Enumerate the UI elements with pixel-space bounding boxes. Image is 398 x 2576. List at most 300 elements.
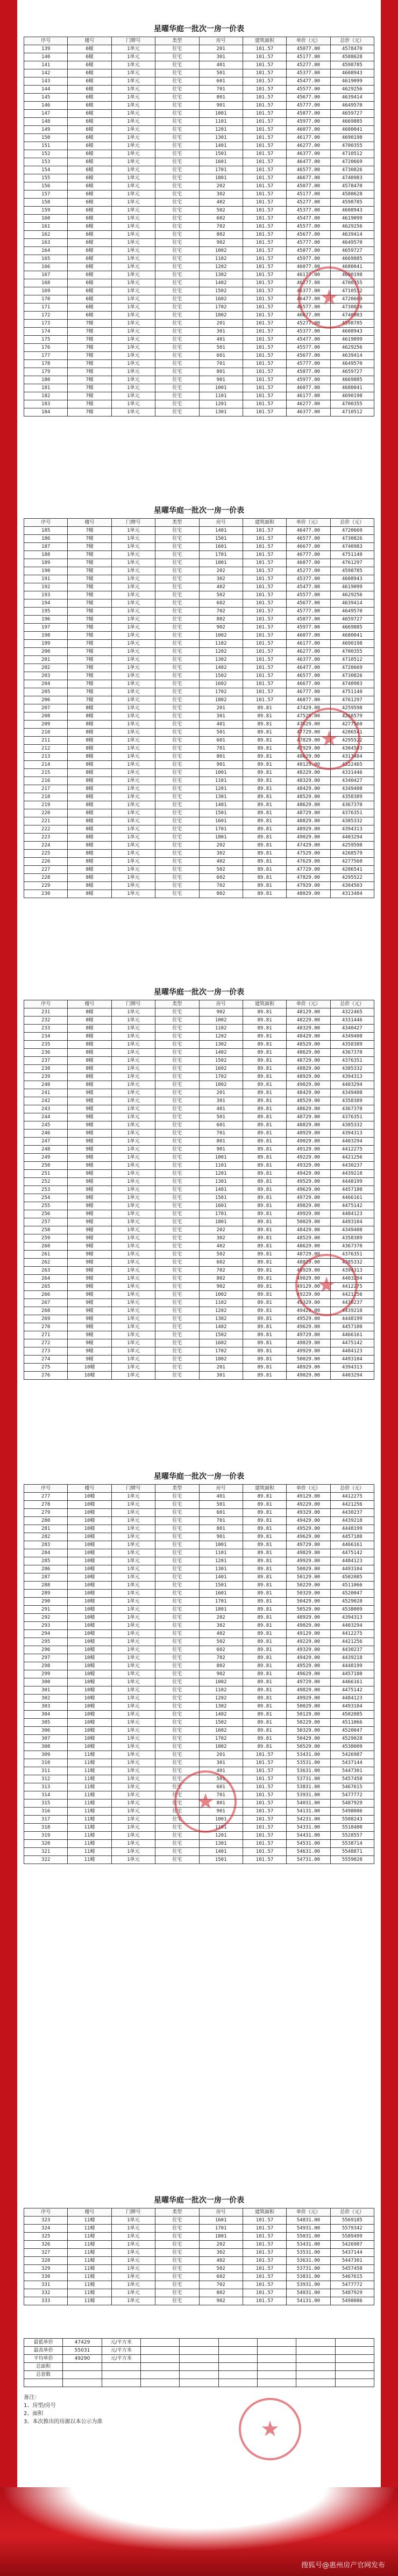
table-cell: 49329.00 [287,1509,330,1517]
table-cell: 89.81 [243,1275,286,1283]
table-cell: 101.57 [243,150,286,158]
table-row [24,624,374,632]
table-cell: 住宅 [155,247,199,255]
table-cell: 4520047 [330,1727,374,1735]
table-cell: 1501 [199,1856,243,1864]
column-header: 序号 [24,1000,68,1008]
table-cell: 89.81 [243,1251,286,1259]
summary-cell [180,2347,218,2355]
table-cell: 201 [199,1364,243,1372]
table-cell: 501 [199,1113,243,1121]
table-cell: 248 [24,1146,68,1154]
table-cell: 101.57 [243,535,286,543]
table-cell: 297 [24,1654,68,1662]
table-cell: 4439218 [330,1170,374,1178]
table-cell: 48829.00 [287,1259,330,1267]
table-cell: 101.57 [243,1856,286,1864]
table-cell: 4608943 [330,575,374,583]
table-cell: 45077.00 [287,45,330,53]
table-cell: 1001 [199,1541,243,1549]
table-cell: 1单元 [111,279,155,287]
table-cell: 11幢 [68,2289,111,2297]
table-cell: 701 [199,360,243,368]
table-cell: 1单元 [111,400,155,408]
table-cell: 198 [24,632,68,640]
table-cell: 4322465 [330,761,374,769]
table-cell: 261 [24,1251,68,1259]
table-cell: 住宅 [155,567,199,575]
table-cell: 89.81 [243,704,286,712]
summary-cell [180,2371,218,2379]
table-cell: 9幢 [68,1218,111,1226]
table-cell: 1单元 [111,69,155,77]
table-cell: 1单元 [111,94,155,102]
table-cell: 住宅 [155,1299,199,1307]
table-cell: 1单元 [111,737,155,745]
table-cell: 54931.00 [287,2225,330,2233]
table-cell: 902 [199,624,243,632]
table-cell: 1801 [199,1606,243,1614]
curtain-shape [0,2487,398,2552]
table-cell: 1单元 [111,1146,155,1154]
table-cell: 89.81 [243,737,286,745]
table-cell: 54231.00 [287,1816,330,1824]
table-row [24,809,374,817]
table-cell: 401 [199,1105,243,1113]
table-cell: 住宅 [155,729,199,737]
table-cell: 181 [24,384,68,392]
column-header: 楼号 [68,1000,111,1008]
table-cell: 住宅 [155,761,199,769]
summary-cell [296,2371,335,2379]
table-cell: 263 [24,1267,68,1275]
table-cell: 8幢 [68,1025,111,1033]
table-cell: 89.81 [243,1678,286,1686]
table-row [24,231,374,239]
table-cell: 6幢 [68,102,111,110]
column-header: 建筑面积 [243,1485,286,1493]
table-cell: 4588628 [330,53,374,61]
table-cell: 902 [199,239,243,247]
table-cell: 208 [24,712,68,721]
company-seal-stamp [174,1770,237,1833]
table-cell: 6幢 [68,190,111,199]
table-row [24,1614,374,1622]
table-cell: 1802 [199,1743,243,1751]
table-row [24,215,374,223]
table-cell: 299 [24,1670,68,1678]
table-cell: 89.81 [243,866,286,874]
column-header: 门牌号 [111,1000,155,1008]
table-cell: 45977.00 [287,255,330,263]
table-cell: 301 [199,1097,243,1105]
table-cell: 1单元 [111,1791,155,1799]
seal-star-icon: ★ [260,2417,280,2441]
table-row [24,61,374,69]
table-cell: 7幢 [68,616,111,624]
table-cell: 住宅 [155,769,199,777]
table-cell: 147 [24,110,68,118]
table-cell: 9幢 [68,1267,111,1275]
table-cell: 101.57 [243,543,286,551]
table-cell: 251 [24,1170,68,1178]
table-cell: 住宅 [155,1017,199,1025]
table-cell: 1401 [199,527,243,535]
table-cell: 4394313 [330,1130,374,1138]
table-cell: 101.57 [243,2281,286,2289]
table-cell: 89.81 [243,1121,286,1130]
table-cell: 216 [24,777,68,785]
table-cell: 302 [199,850,243,858]
table-cell: 住宅 [155,1622,199,1630]
table-cell: 住宅 [155,1630,199,1638]
table-cell: 7幢 [68,664,111,672]
table-cell: 4457180 [330,1323,374,1331]
table-cell: 46477.00 [287,664,330,672]
summary-cell [296,2347,335,2355]
table-cell: 1单元 [111,882,155,890]
table-cell: 住宅 [155,1364,199,1372]
table-cell: 9幢 [68,1146,111,1154]
table-cell: 1单元 [111,61,155,69]
table-cell: 1单元 [111,190,155,199]
table-cell: 11幢 [68,1791,111,1799]
table-cell: 9幢 [68,1275,111,1283]
table-cell: 9幢 [68,1226,111,1234]
table-cell: 602 [199,1646,243,1654]
table-cell: 46677.00 [287,543,330,551]
table-cell: 502 [199,2265,243,2273]
table-cell: 50229.00 [287,1582,330,1590]
table-cell: 101.57 [243,360,286,368]
table-cell: 101.57 [243,142,286,150]
table-cell: 4751140 [330,551,374,559]
table-cell: 289 [24,1590,68,1598]
table-cell: 1单元 [111,1089,155,1097]
table-cell: 45177.00 [287,190,330,199]
table-cell: 4412275 [330,1493,374,1501]
table-cell: 住宅 [155,753,199,761]
table-cell: 4598785 [330,61,374,69]
company-seal-stamp [298,708,360,770]
table-cell: 54031.00 [287,2289,330,2297]
table-cell: 7幢 [68,632,111,640]
table-cell: 8幢 [68,882,111,890]
table-cell: 45277.00 [287,199,330,207]
table-cell: 11幢 [68,2249,111,2257]
table-cell: 1单元 [111,583,155,591]
table-cell: 266 [24,1291,68,1299]
table-cell: 住宅 [155,1089,199,1097]
table-cell: 101.57 [243,126,286,134]
table-row [24,834,374,842]
table-row [24,328,374,336]
table-cell: 101.57 [243,158,286,166]
watermark-text: 搜狐号@惠州房产官网发布 [301,2561,385,2570]
table-cell: 住宅 [155,1275,199,1283]
table-cell: 48429.00 [287,1033,330,1041]
table-cell: 53731.00 [287,2265,330,2273]
table-row [24,134,374,142]
table-cell: 1单元 [111,1113,155,1121]
table-cell: 1402 [199,1323,243,1331]
table-cell: 1单元 [111,1234,155,1243]
table-cell: 7幢 [68,688,111,696]
table-cell: 8幢 [68,817,111,825]
table-cell: 101.57 [243,1759,286,1767]
table-cell: 49829.00 [287,1339,330,1347]
table-cell: 1单元 [111,45,155,53]
table-cell: 101.57 [243,207,286,215]
table-cell: 212 [24,745,68,753]
table-cell: 328 [24,2257,68,2265]
table-cell: 住宅 [155,328,199,336]
table-cell: 住宅 [155,1509,199,1517]
table-cell: 1单元 [111,1606,155,1614]
table-cell: 101.57 [243,344,286,352]
table-cell: 8幢 [68,834,111,842]
column-header: 总价（元） [330,2208,374,2217]
table-cell: 9幢 [68,1339,111,1347]
table-cell: 11幢 [68,1832,111,1840]
table-cell: 1单元 [111,53,155,61]
table-cell: 54131.00 [287,2297,330,2305]
table-row [24,1138,374,1146]
table-cell: 1单元 [111,215,155,223]
table-cell: 49129.00 [287,1283,330,1291]
table-cell: 住宅 [155,1057,199,1065]
table-cell: 住宅 [155,1331,199,1339]
table-cell: 1202 [199,263,243,271]
table-cell: 1单元 [111,688,155,696]
table-cell: 49529.00 [287,1662,330,1670]
table-cell: 45677.00 [287,352,330,360]
table-cell: 住宅 [155,1154,199,1162]
table-cell: 10幢 [68,1493,111,1501]
table-cell: 89.81 [243,1582,286,1590]
table-row [24,1695,374,1703]
table-cell: 49029.00 [287,1622,330,1630]
table-cell: 1单元 [111,1832,155,1840]
table-cell: 89.81 [243,712,286,721]
table-row [24,825,374,834]
table-cell: 4295522 [330,737,374,745]
table-cell: 住宅 [155,1759,199,1767]
table-cell: 152 [24,150,68,158]
table-cell: 1单元 [111,753,155,761]
table-cell: 1202 [199,648,243,656]
table-cell: 1单元 [111,1226,155,1234]
table-cell: 501 [199,1775,243,1783]
table-row [24,1162,374,1170]
table-cell: 4376351 [330,1251,374,1259]
table-cell: 48329.00 [287,777,330,785]
table-cell: 住宅 [155,1703,199,1711]
table-cell: 49029.00 [287,1275,330,1283]
table-cell: 1单元 [111,1557,155,1565]
table-cell: 1701 [199,2225,243,2233]
table-cell: 221 [24,817,68,825]
table-row [24,1146,374,1154]
table-cell: 1601 [199,2217,243,2225]
summary-row [24,2379,374,2387]
table-row [24,408,374,417]
table-cell: 8幢 [68,842,111,850]
table-cell: 5487929 [330,2289,374,2297]
table-row [24,368,374,376]
table-cell: 89.81 [243,858,286,866]
table-cell: 901 [199,102,243,110]
table-cell: 101.57 [243,664,286,672]
table-cell: 1单元 [111,1759,155,1767]
table-row [24,1218,374,1226]
table-cell: 1单元 [111,320,155,328]
table-row [24,166,374,174]
table-cell: 住宅 [155,207,199,215]
table-cell: 住宅 [155,1202,199,1210]
notes-heading: 备注： [24,2395,40,2401]
table-row [24,1840,374,1848]
table-cell: 89.81 [243,1210,286,1218]
table-cell: 89.81 [243,1719,286,1727]
table-cell: 1单元 [111,1622,155,1630]
table-cell: 住宅 [155,1347,199,1356]
table-cell: 161 [24,223,68,231]
table-cell: 住宅 [155,1856,199,1864]
table-cell: 89.81 [243,721,286,729]
table-cell: 8幢 [68,1073,111,1081]
table-cell: 272 [24,1339,68,1347]
table-cell: 8幢 [68,753,111,761]
table-cell: 7幢 [68,543,111,551]
table-cell: 4720669 [330,295,374,304]
table-cell: 4669885 [330,118,374,126]
table-cell: 1单元 [111,1347,155,1356]
column-header: 单价（元） [287,37,330,45]
table-cell: 89.81 [243,793,286,801]
table-cell: 301 [199,712,243,721]
table-row [24,1347,374,1356]
table-cell: 49929.00 [287,1695,330,1703]
table-cell: 1801 [199,1218,243,1226]
column-header: 总价（元） [330,1000,374,1008]
table-row [24,384,374,392]
table-cell: 1601 [199,1202,243,1210]
table-cell: 住宅 [155,2217,199,2225]
table-cell: 202 [199,1226,243,1234]
table-cell: 4619099 [330,336,374,344]
table-cell: 1101 [199,118,243,126]
table-cell: 4700355 [330,648,374,656]
table-cell: 住宅 [155,263,199,271]
table-cell: 住宅 [155,1565,199,1573]
table-cell: 住宅 [155,77,199,86]
table-cell: 89.81 [243,1146,286,1154]
table-cell: 4385332 [330,817,374,825]
table-cell: 189 [24,559,68,567]
table-cell: 101.57 [243,215,286,223]
table-cell: 11幢 [68,2225,111,2233]
table-cell: 住宅 [155,376,199,384]
table-cell: 1单元 [111,1662,155,1670]
table-cell: 48729.00 [287,1251,330,1259]
table-cell: 312 [24,1775,68,1783]
table-cell: 4649570 [330,102,374,110]
table-cell: 401 [199,721,243,729]
column-header: 总价（元） [330,519,374,527]
table-cell: 48829.00 [287,1121,330,1130]
table-cell: 4448199 [330,1662,374,1670]
table-row [24,777,374,785]
table-cell: 住宅 [155,150,199,158]
table-cell: 住宅 [155,86,199,94]
table-cell: 1701 [199,551,243,559]
table-cell: 住宅 [155,118,199,126]
table-cell: 4680041 [330,263,374,271]
table-cell: 46277.00 [287,279,330,287]
table-cell: 101.57 [243,166,286,174]
table-cell: 8幢 [68,721,111,729]
table-cell: 1单元 [111,1735,155,1743]
table-cell: 6幢 [68,287,111,295]
table-cell: 9幢 [68,1130,111,1138]
table-cell: 7幢 [68,672,111,680]
table-cell: 1801 [199,2233,243,2241]
table-cell: 48429.00 [287,1089,330,1097]
table-cell: 45177.00 [287,53,330,61]
table-cell: 1单元 [111,1154,155,1162]
table-cell: 4349408 [330,785,374,793]
table-cell: 53931.00 [287,1791,330,1799]
table-cell: 1单元 [111,166,155,174]
summary-cell [257,2363,296,2371]
table-cell: 1单元 [111,1840,155,1848]
table-cell: 10幢 [68,1614,111,1622]
table-cell: 202 [24,664,68,672]
table-cell: 1单元 [111,1799,155,1808]
table-cell: 49829.00 [287,1549,330,1557]
table-cell: 232 [24,1017,68,1025]
table-cell: 89.81 [243,801,286,809]
table-cell: 502 [199,591,243,599]
table-cell: 住宅 [155,1097,199,1105]
table-cell: 282 [24,1533,68,1541]
table-cell: 住宅 [155,1194,199,1202]
table-cell: 9幢 [68,1347,111,1356]
table-row [24,858,374,866]
table-cell: 1单元 [111,1638,155,1646]
table-cell: 501 [199,729,243,737]
table-row [24,1751,374,1759]
table-cell: 1501 [199,150,243,158]
table-cell: 4690198 [330,271,374,279]
table-cell: 1单元 [111,1065,155,1073]
table-cell: 50429.00 [287,1735,330,1743]
table-cell: 48529.00 [287,1234,330,1243]
table-cell: 1001 [199,769,243,777]
table-cell: 7幢 [68,624,111,632]
table-cell: 住宅 [155,279,199,287]
table-cell: 1单元 [111,1711,155,1719]
table-cell: 1单元 [111,102,155,110]
table-cell: 1单元 [111,1218,155,1226]
table-cell: 1702 [199,688,243,696]
table-cell: 4448199 [330,1315,374,1323]
table-cell: 4286541 [330,866,374,874]
table-cell: 4403294 [330,1622,374,1630]
table-cell: 177 [24,352,68,360]
table-cell: 101.57 [243,1767,286,1775]
